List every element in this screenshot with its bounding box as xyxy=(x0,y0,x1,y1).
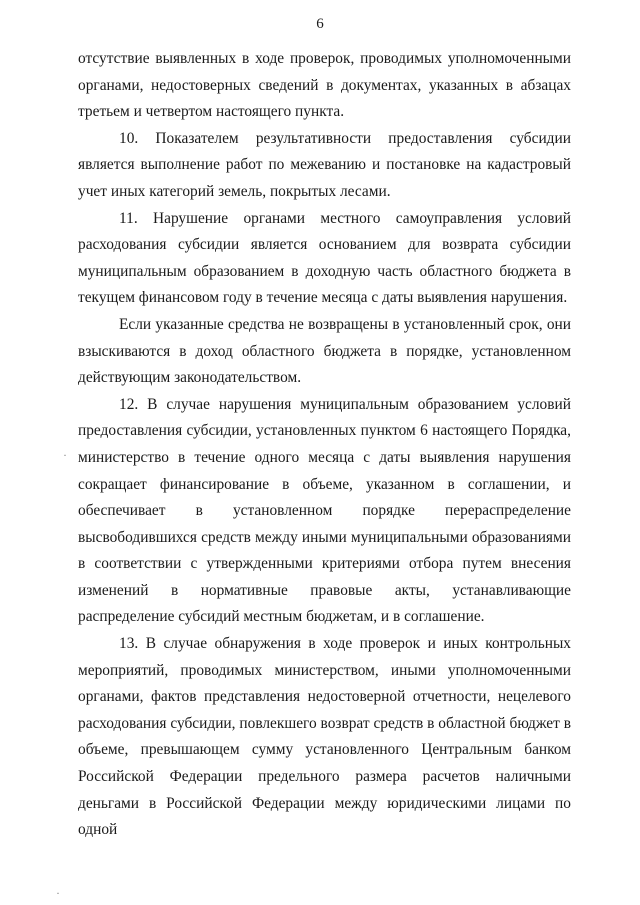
paragraph-12: 12. В случае нарушения муниципальным образованием условий предоставления субсидии, установленных пунктом 6 настоящего Порядка, министерство в течение одного месяца с даты выявления нарушения сокращает финансирование в объеме, указанном в соглашении, и обеспечивает в установленном порядке перераспределение высвободившихся средств между иными муниципальными образованиями в соответствии с утвержденными критериями отбора путем внесения изменений в нормативные правовые акты, устанавливающие распределение субсидий местным бюджетам, и в соглашение. xyxy=(78,395,571,626)
paragraph-11: 11. Нарушение органами местного самоуправления условий расходования субсидии является основанием для возврата субсидии муниципальным образованием в доходную часть областного бюджета в текущем финансовом году в течение месяца с даты выявления нарушения. xyxy=(78,209,571,307)
document-body xyxy=(78,46,571,844)
paragraph-13: 13. В случае обнаружения в ходе проверок и иных контрольных мероприятий, проводимых министерством, иными уполномоченными органами, фактов представления недостоверной отчетности, нецелевого расходования субсидии, повлекшего возврат средств в областной бюджет в объеме, превышающем сумму установленного Центральным банком Российской Федерации предельного размера расчетов наличными деньгами в Российской Федерации между юридическими лицами по одной xyxy=(78,635,571,839)
scan-speck: · xyxy=(56,886,60,900)
scan-speck: · xyxy=(63,448,67,462)
paragraph-11-continued: Если указанные средства не возвращены в установленный срок, они взыскиваются в доход областного бюджета в порядке, установленном действующим законодательством. xyxy=(78,315,571,387)
paragraph-continuation: отсутствие выявленных в ходе проверок, проводимых уполномоченными органами, недостоверных сведений в документах, указанных в абзацах третьем и четвертом настоящего пункта. xyxy=(78,50,571,121)
paragraph-10: 10. Показателем результативности предоставления субсидии является выполнение работ по межеванию и постановке на кадастровый учет иных категорий земель, покрытых лесами. xyxy=(78,129,571,200)
page-number: 6 xyxy=(316,16,324,32)
